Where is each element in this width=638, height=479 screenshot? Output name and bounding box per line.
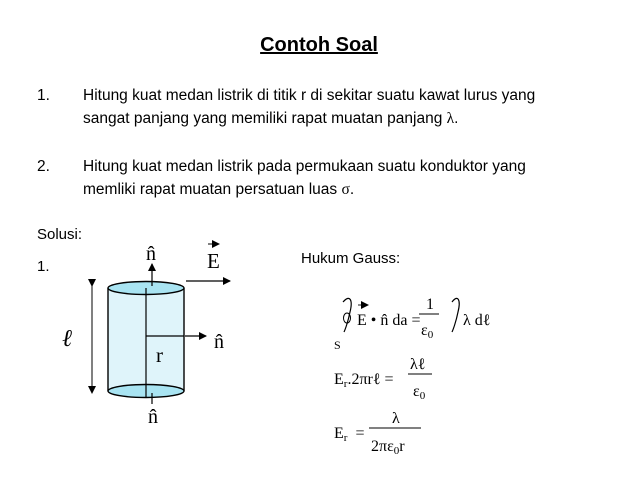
length-label: ℓ <box>62 326 72 352</box>
eq2-num: λℓ <box>410 356 426 373</box>
problem-line-text: memliki rapat muatan persatuan luas <box>83 181 338 198</box>
eq3-den <box>371 438 405 457</box>
n-side-label: n̂ <box>214 331 224 353</box>
period: . <box>349 181 355 198</box>
problem-number: 1. <box>37 87 50 104</box>
surface-label: S <box>334 338 341 352</box>
eq1-frac-den <box>421 322 434 341</box>
line-integral-sign <box>452 298 459 332</box>
epsilon: ε <box>421 322 428 339</box>
period: . <box>454 110 459 127</box>
eq2-rest: .2πrℓ = <box>347 371 394 388</box>
E-label: E <box>207 249 220 273</box>
eq3-num: λ <box>392 410 400 427</box>
E: E <box>334 425 344 442</box>
eq2-den <box>413 383 426 402</box>
subscript-r: r <box>343 378 348 390</box>
eq2-lhs <box>334 371 394 390</box>
problem-line-text: sangat panjang yang memiliki rapat muatan panjang <box>83 110 443 127</box>
solution-number: 1. <box>37 258 50 275</box>
epsilon: ε <box>413 383 420 400</box>
equals: = <box>355 425 365 442</box>
problem-number: 2. <box>37 158 50 175</box>
eq1-lhs: E • n̂ da = <box>357 312 421 329</box>
E: E <box>334 371 344 388</box>
n-top-label: n̂ <box>146 243 156 265</box>
equation-gauss <box>334 296 491 352</box>
subscript-zero: 0 <box>393 445 400 457</box>
r: r <box>399 438 405 455</box>
problem-line: Hitung kuat medan listrik pada permukaan suatu konduktor yang <box>83 158 526 175</box>
equation-flux <box>334 356 432 402</box>
cylinder-diagram <box>62 243 230 428</box>
page-title: Contoh Soal <box>260 34 378 56</box>
two-pi-epsilon: 2πε <box>371 438 394 455</box>
eq1-rhs: λ dℓ <box>463 312 491 329</box>
eq1-frac-num: 1 <box>426 296 434 313</box>
problem-line: Hitung kuat medan listrik di titik r di sekitar suatu kawat lurus yang <box>83 87 536 104</box>
eq3-lhs <box>334 425 364 444</box>
lambda-symbol: λ <box>446 110 455 127</box>
equation-result <box>334 410 421 457</box>
sigma-symbol: σ <box>341 181 350 198</box>
n-bottom-label: n̂ <box>148 406 158 428</box>
r-label: r <box>156 343 163 367</box>
gauss-law-label: Hukum Gauss: <box>301 250 401 267</box>
surface-integral-circle <box>344 313 351 323</box>
subscript-zero: 0 <box>427 329 434 341</box>
subscript-zero: 0 <box>419 390 426 402</box>
subscript-r: r <box>343 432 348 444</box>
solution-label: Solusi: <box>37 226 83 243</box>
